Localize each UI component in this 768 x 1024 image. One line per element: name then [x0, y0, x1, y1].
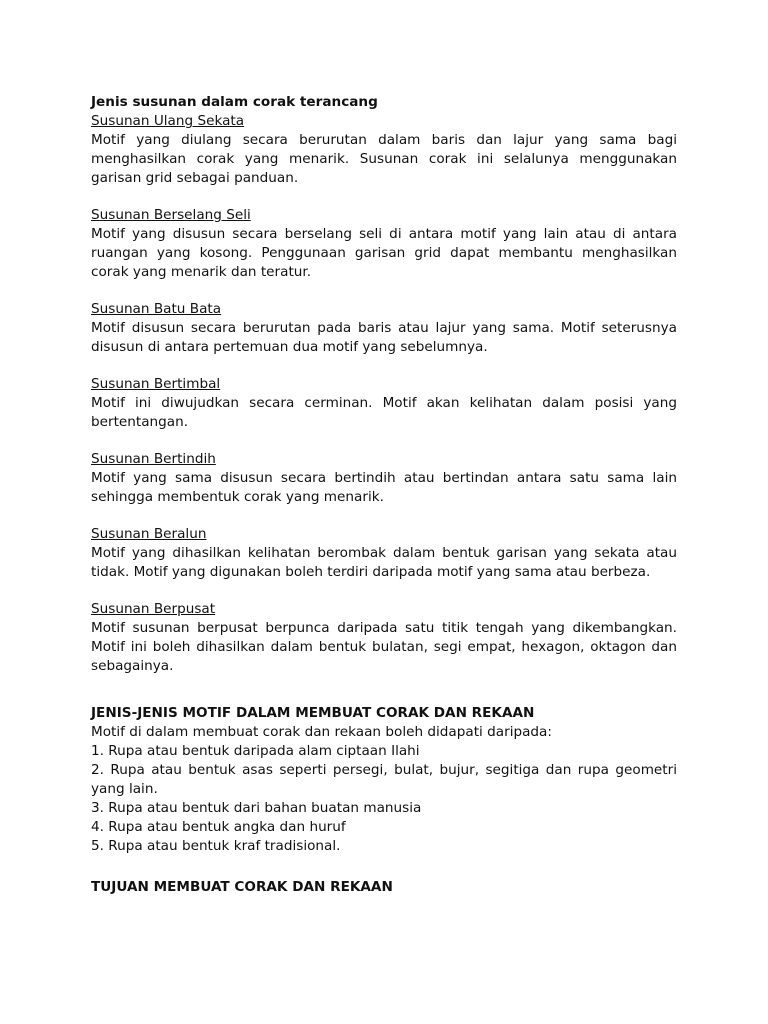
section-text: Motif yang disusun secara berselang seli di antara motif yang lain atau di antara ruangan yang kosong. Penggunaan garisan grid dapat membantu menghasilkan corak yang menarik dan teratur. — [91, 226, 677, 280]
section-heading: Susunan Ulang Sekata — [91, 113, 245, 129]
section-bertindih — [91, 450, 677, 507]
list-item: 2. Rupa atau bentuk asas seperti persegi, bulat, bujur, segitiga dan rupa geometri yang lain. — [91, 762, 677, 797]
section-heading: Susunan Batu Bata — [91, 301, 222, 317]
motif-list — [91, 742, 677, 856]
document-content — [91, 93, 677, 897]
motif-heading: JENIS-JENIS MOTIF DALAM MEMBUAT CORAK DAN REKAAN — [91, 705, 535, 721]
list-item: 1. Rupa atau bentuk daripada alam ciptaan Ilahi — [91, 743, 420, 759]
list-item: 3. Rupa atau bentuk dari bahan buatan manusia — [91, 800, 422, 816]
tujuan-heading: TUJUAN MEMBUAT CORAK DAN REKAAN — [91, 879, 393, 895]
section-berpusat — [91, 600, 677, 676]
section-berselang-seli — [91, 206, 677, 282]
section-text: Motif disusun secara berurutan pada baris atau lajur yang sama. Motif seterusnya disusun di antara pertemuan dua motif yang sebelumnya. — [91, 320, 677, 355]
section-text: Motif ini diwujudkan secara cerminan. Motif akan kelihatan dalam posisi yang bertentangan. — [91, 395, 677, 430]
section-ulang-sekata — [91, 112, 677, 188]
motif-section — [91, 704, 677, 856]
section-bertimbal — [91, 375, 677, 432]
spacer — [91, 676, 677, 704]
section-text: Motif yang sama disusun secara bertindih atau bertindan antara satu sama lain sehingga membentuk corak yang menarik. — [91, 470, 677, 505]
section-text: Motif susunan berpusat berpunca daripada satu titik tengah yang dikembangkan. Motif ini boleh dihasilkan dalam bentuk bulatan, segi empat, hexagon, oktagon dan sebagainya. — [91, 620, 677, 674]
motif-intro: Motif di dalam membuat corak dan rekaan boleh didapati daripada: — [91, 724, 552, 740]
section-text: Motif yang dihasilkan kelihatan berombak dalam bentuk garisan yang sekata atau tidak. Motif yang digunakan boleh terdiri daripada motif yang sama atau berbeza. — [91, 545, 677, 580]
section-text: Motif yang diulang secara berurutan dalam baris dan lajur yang sama bagi menghasilkan corak yang menarik. Susunan corak ini selalunya menggunakan garisan grid sebagai panduan. — [91, 132, 677, 186]
section-beralun — [91, 525, 677, 582]
section-heading: Susunan Berpusat — [91, 601, 216, 617]
section-heading: Susunan Berselang Seli — [91, 207, 251, 223]
list-item: 5. Rupa atau bentuk kraf tradisional. — [91, 838, 341, 854]
section-batu-bata — [91, 300, 677, 357]
section-heading: Susunan Bertindih — [91, 451, 216, 467]
spacer — [91, 856, 677, 878]
section-heading: Susunan Beralun — [91, 526, 207, 542]
document-title: Jenis susunan dalam corak terancang — [91, 94, 378, 110]
section-heading: Susunan Bertimbal — [91, 376, 221, 392]
list-item: 4. Rupa atau bentuk angka dan huruf — [91, 819, 346, 835]
